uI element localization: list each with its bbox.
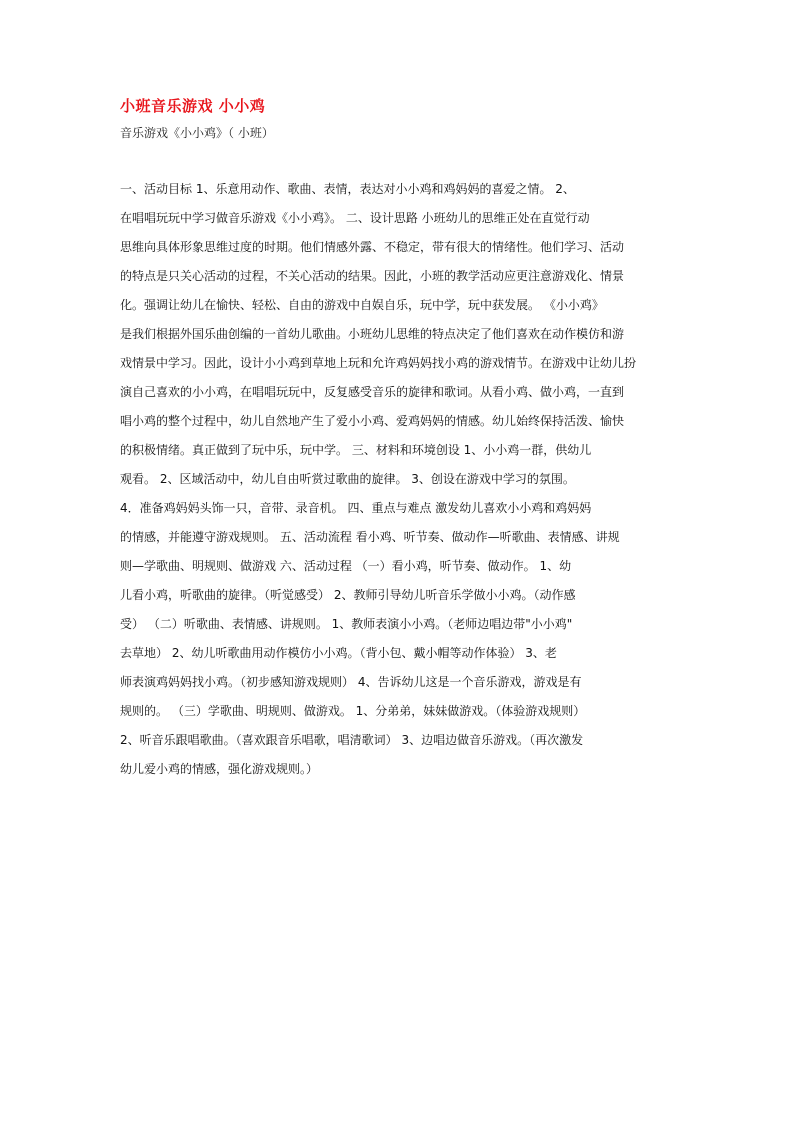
body-line: 观看。 2、区域活动中，幼儿自由听赏过歌曲的旋律。 3、创设在游戏中学习的氛围。	[120, 472, 575, 486]
body-line: 演自己喜欢的小小鸡，在唱唱玩玩中，反复感受音乐的旋律和歌词。从看小鸡、做小鸡，一直到	[120, 385, 625, 399]
body-line: 是我们根据外国乐曲创编的一首幼儿歌曲。小班幼儿思维的特点决定了他们喜欢在动作模仿和游	[120, 327, 625, 341]
body-line: 的积极情绪。真正做到了玩中乐，玩中学。 三、材料和环境创设 1、小小鸡一群，供幼儿	[120, 443, 592, 457]
body-line: 思维向具体形象思维过度的时期。他们情感外露、不稳定，带有很大的情绪性。他们学习、活动	[120, 240, 625, 254]
body-line: 幼儿爱小鸡的情感，强化游戏规则。）	[120, 762, 319, 776]
body-line: 唱小鸡的整个过程中，幼儿自然地产生了爱小小鸡、爱鸡妈妈的情感。幼儿始终保持活泼、愉快	[120, 414, 625, 428]
body-line: 一、活动目标 1、乐意用动作、歌曲、表情，表达对小小鸡和鸡妈妈的喜爱之情。 2、	[120, 182, 575, 196]
body-line: 规则的。 （三）学歌曲、明规则、做游戏。 1、分弟弟，妹妹做游戏。（体验游戏规则）	[120, 704, 586, 718]
body-line: 的情感，并能遵守游戏规则。 五、活动流程 看小鸡、听节奏、做动作—听歌曲、表情感、讲规	[120, 530, 620, 544]
body-line: 4．准备鸡妈妈头饰一只，音带、录音机。 四、重点与难点 激发幼儿喜欢小小鸡和鸡妈妈	[120, 501, 592, 515]
body-line: 戏情景中学习。因此，设计小小鸡到草地上玩和允许鸡妈妈找小鸡的游戏情节。在游戏中让幼儿扮	[120, 356, 637, 370]
body-line: 师表演鸡妈妈找小鸡。（初步感知游戏规则） 4、告诉幼儿这是一个音乐游戏，游戏是有	[120, 675, 582, 689]
body-line: 则—学歌曲、明规则、做游戏 六、活动过程 （一）看小鸡，听节奏、做动作。 1、幼	[120, 559, 572, 573]
body-line: 的特点是只关心活动的过程，不关心活动的结果。因此，小班的教学活动应更注意游戏化、情景	[120, 269, 625, 283]
body-line: 受） （二）听歌曲、表情感、讲规则。 1、教师表演小小鸡。（老师边唱边带"小小鸡"	[120, 617, 573, 631]
document-title: 小班音乐游戏 小小鸡	[120, 97, 266, 115]
body-line: 化。强调让幼儿在愉快、轻松、自由的游戏中自娱自乐，玩中学，玩中获发展。 《小小鸡》	[120, 298, 604, 312]
body-line: 2、听音乐跟唱歌曲。（喜欢跟音乐唱歌，唱清歌词） 3、边唱边做音乐游戏。（再次激发	[120, 733, 584, 747]
document-subtitle: 音乐游戏《小小鸡》（ 小班）	[120, 126, 274, 140]
body-line: 去草地） 2、幼儿听歌曲用动作模仿小小鸡。（背小包、戴小帽等动作体验） 3、老	[120, 646, 557, 660]
body-line: 儿看小鸡，听歌曲的旋律。（听觉感受） 2、教师引导幼儿听音乐学做小小鸡。（动作感	[120, 588, 576, 602]
body-line: 在唱唱玩玩中学习做音乐游戏《小小鸡》。 二、设计思路 小班幼儿的思维正处在直觉行动	[120, 211, 590, 225]
